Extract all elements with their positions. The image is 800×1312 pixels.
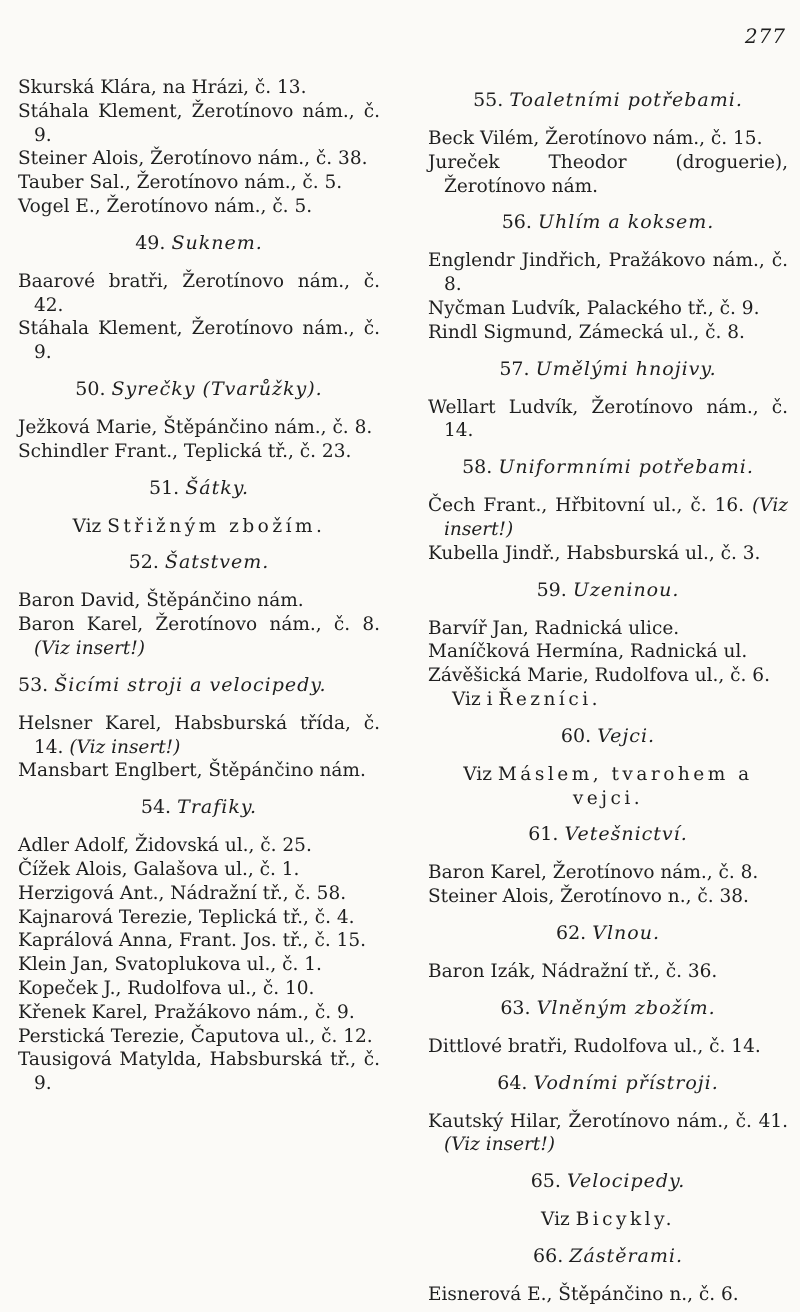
entry-text: Tauber Sal., Žerotínovo nám., č. 5. (18, 172, 343, 194)
section-heading (428, 578, 788, 603)
see-prefix: Viz (463, 763, 492, 785)
right-column (428, 76, 788, 1307)
directory-entry (18, 613, 380, 661)
entry-text: Steiner Alois, Žerotínovo n., č. 38. (428, 886, 749, 908)
entry-text: Baron Karel, Žerotínovo nám., č. 8. (18, 614, 380, 636)
directory-entry (18, 416, 380, 440)
section-title: Uhlím a koksem. (537, 211, 715, 234)
section-heading (18, 377, 380, 402)
section-heading (428, 1071, 788, 1096)
directory-entry (18, 589, 380, 613)
section-number: 55. (473, 89, 504, 111)
entry-text: Ježková Marie, Štěpánčino nám., č. 8. (18, 416, 373, 438)
directory-entry (18, 440, 380, 464)
entry-text: Skurská Klára, na Hrázi, č. 13. (18, 77, 307, 98)
entry-text: Stáhala Klement, Žerotínovo nám., č. 9. (18, 100, 380, 146)
section-number: 66. (533, 1244, 564, 1267)
section-heading (18, 231, 380, 256)
section-title: Šatstvem. (164, 551, 270, 574)
section-title: Syrečky (Tvarůžky). (111, 377, 323, 400)
directory-entry (428, 1035, 788, 1059)
directory-entry (18, 1048, 380, 1096)
entry-text: Mansbart Englbert, Štěpánčino nám. (18, 760, 366, 782)
directory-entry (428, 640, 788, 664)
section-heading (428, 724, 788, 749)
directory-entry (428, 494, 788, 542)
entry-text: Baarové bratři, Žerotínovo nám., č. 42. (18, 270, 380, 316)
cross-reference (428, 688, 788, 712)
section-title: Velocipedy. (566, 1170, 686, 1193)
directory-entry (18, 882, 380, 906)
directory-entry (18, 858, 380, 882)
entry-text: Englendr Jindřich, Pražákovo nám., č. 8. (428, 250, 788, 296)
section-title: Uniformními potřebami. (498, 456, 754, 479)
entry-text: Stáhala Klement, Žerotínovo nám., č. 9. (18, 318, 380, 364)
directory-entry (18, 270, 380, 318)
section-heading (18, 673, 380, 698)
entry-text: Nyčman Ludvík, Palackého tř., č. 9. (428, 297, 760, 319)
entry-text: Herzigová Ant., Nádražní tř., č. 58. (18, 882, 347, 904)
directory-entry (428, 1110, 788, 1158)
section-number: 51. (148, 476, 180, 499)
cross-reference (428, 1208, 788, 1232)
entry-text: Kubella Jindř., Habsburská ul., č. 3. (428, 542, 761, 564)
entry-text: Wellart Ludvík, Žerotínovo nám., č. 14. (428, 396, 788, 442)
section-number: 49. (135, 231, 166, 254)
entry-text: Kaprálová Anna, Frant. Jos. tř., č. 15. (18, 930, 367, 952)
entry-text: Tausigová Matylda, Habsburská tř., č. 9. (18, 1049, 380, 1095)
entry-text: Schindler Frant., Teplická tř., č. 23. (18, 440, 352, 462)
directory-entry (18, 171, 380, 195)
see-target: Řezníci. (498, 688, 602, 710)
section-title: Uzeninou. (572, 578, 680, 601)
directory-entry (428, 396, 788, 444)
directory-entry (428, 127, 788, 151)
section-heading (428, 822, 788, 847)
directory-entry (18, 953, 380, 977)
entry-text: Eisnerová E., Štěpánčino n., č. 6. (428, 1283, 739, 1305)
section-heading (18, 550, 380, 575)
directory-entry (18, 100, 380, 148)
entry-text: Kautský Hilar, Žerotínovo nám., č. 41. (428, 1110, 788, 1132)
section-heading (428, 996, 788, 1021)
entry-text: Čížek Alois, Galašova ul., č. 1. (18, 858, 300, 880)
directory-entry (428, 960, 788, 984)
entry-text: Helsner Karel, Habsburská třída, č. 14. (18, 712, 380, 758)
section-title: Šicími stroji a velocipedy. (54, 673, 327, 696)
section-title: Vlněným zbožím. (536, 996, 716, 1019)
section-number: 63. (500, 996, 531, 1019)
directory-entry (18, 147, 380, 171)
section-heading (18, 476, 380, 501)
directory-entry (18, 712, 380, 760)
directory-entry (18, 929, 380, 953)
section-title: Toaletními potřebami. (509, 89, 743, 111)
entry-text: Steiner Alois, Žerotínovo nám., č. 38. (18, 148, 368, 170)
see-target: Máslem, tvarohem a vejci. (497, 763, 753, 809)
directory-entry (18, 834, 380, 858)
section-number: 61. (528, 823, 559, 846)
directory-entry (18, 1001, 380, 1025)
section-title: Umělými hnojivy. (535, 357, 717, 380)
entry-text: Barvíř Jan, Radnická ulice. (428, 617, 680, 639)
directory-entry (428, 885, 788, 909)
section-heading (428, 88, 788, 113)
entry-text: Baron Izák, Nádražní tř., č. 36. (428, 960, 718, 982)
directory-entry (428, 542, 788, 566)
see-prefix: Viz (72, 515, 102, 537)
see-prefix: Viz i (452, 688, 493, 710)
section-number: 54. (140, 796, 172, 819)
directory-entry (428, 664, 788, 688)
section-heading (428, 921, 788, 946)
directory-entry (18, 906, 380, 930)
entry-text: Vogel E., Žerotínovo nám., č. 5. (18, 195, 313, 217)
directory-entry (428, 151, 788, 199)
entry-text: Rindl Sigmund, Zámecká ul., č. 8. (428, 321, 745, 343)
cross-reference (18, 515, 380, 539)
section-number: 59. (536, 578, 567, 601)
cross-reference (428, 763, 788, 811)
section-title: Suknem. (171, 231, 263, 254)
section-title: Vetešnictví. (564, 823, 688, 846)
section-title: Vlnou. (592, 921, 660, 944)
entry-text: Maníčková Hermína, Radnická ul. (428, 641, 748, 663)
entry-text: Kopeček J., Rudolfova ul., č. 10. (18, 977, 315, 999)
directory-entry (428, 249, 788, 297)
section-title: Šátky. (185, 476, 249, 499)
insert-note: (Viz insert!) (34, 637, 145, 659)
entry-text: Klein Jan, Svatoplukova ul., č. 1. (18, 954, 322, 976)
entry-text: Čech Frant., Hřbitovní ul., č. 16. (428, 495, 745, 517)
section-title: Trafiky. (177, 796, 258, 819)
entry-text: Dittlové bratři, Rudolfova ul., č. 14. (428, 1035, 761, 1057)
section-number: 64. (497, 1071, 528, 1094)
section-heading (428, 1169, 788, 1194)
section-number: 57. (499, 357, 530, 380)
insert-note: (Viz insert!) (69, 736, 181, 758)
see-target: Střižným zbožím. (107, 515, 326, 537)
section-number: 60. (560, 724, 592, 747)
entry-text: Perstická Terezie, Čaputova ul., č. 12. (18, 1025, 373, 1047)
directory-entry (428, 1283, 788, 1307)
section-heading (428, 210, 788, 235)
entry-text: Baron David, Štěpánčino nám. (18, 590, 304, 612)
directory-entry (18, 317, 380, 365)
entry-text: Křenek Karel, Pražákovo nám., č. 9. (18, 1001, 355, 1023)
section-heading (428, 455, 788, 480)
see-prefix: Viz (541, 1209, 570, 1231)
entry-text: Baron Karel, Žerotínovo nám., č. 8. (428, 862, 759, 884)
directory-entry (18, 977, 380, 1001)
directory-entry (428, 861, 788, 885)
section-number: 58. (462, 456, 493, 479)
insert-note: (Viz insert!) (444, 495, 788, 540)
entry-text: Adler Adolf, Židovská ul., č. 25. (18, 835, 312, 857)
section-number: 53. (18, 673, 49, 696)
entry-text: Beck Vilém, Žerotínovo nám., č. 15. (428, 128, 763, 149)
section-heading (428, 1244, 788, 1269)
see-target: Bicykly. (575, 1209, 675, 1231)
entry-text: Kajnarová Terezie, Teplická tř., č. 4. (18, 906, 355, 928)
section-number: 50. (75, 377, 106, 400)
directory-entry (18, 76, 380, 100)
section-title: Zástěrami. (569, 1244, 683, 1267)
section-heading (428, 357, 788, 382)
section-number: 65. (530, 1170, 561, 1193)
section-heading (18, 795, 380, 820)
section-number: 52. (128, 551, 159, 574)
section-title: Vejci. (597, 724, 656, 747)
page-number: 277 (744, 24, 786, 48)
entry-text: Jureček Theodor (droguerie), Žerotínovo nám. (428, 151, 788, 197)
directory-entry (18, 195, 380, 219)
directory-entry (18, 759, 380, 783)
directory-entry (428, 321, 788, 345)
section-number: 56. (501, 211, 532, 234)
insert-note: (Viz insert!) (444, 1134, 555, 1156)
left-column (18, 76, 380, 1096)
section-title: Vodními přístroji. (533, 1071, 719, 1094)
section-number: 62. (555, 921, 587, 944)
directory-entry (18, 1025, 380, 1049)
directory-entry (428, 617, 788, 641)
entry-text: Závěšická Marie, Rudolfova ul., č. 6. (428, 665, 770, 687)
directory-entry (428, 297, 788, 321)
